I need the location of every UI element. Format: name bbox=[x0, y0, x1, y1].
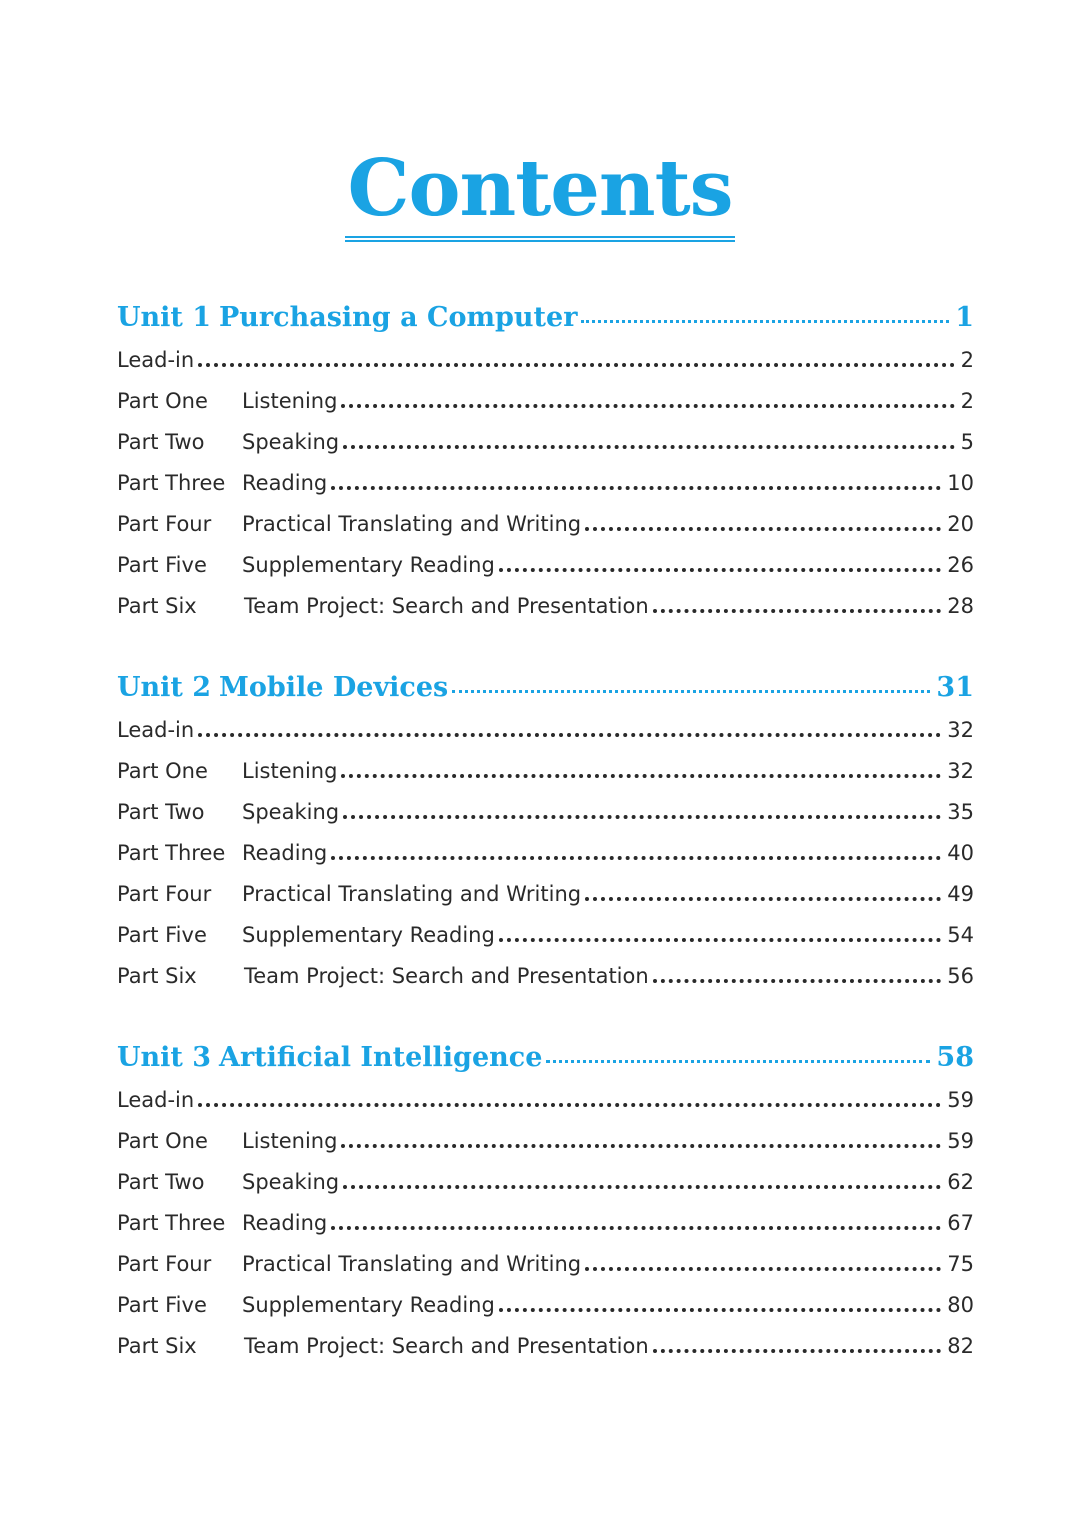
part-label: Part Two bbox=[117, 800, 205, 824]
unit-page-number: 31 bbox=[936, 672, 974, 703]
dot-leader bbox=[198, 1103, 941, 1107]
entry-title: Listening bbox=[242, 1129, 338, 1153]
entry-title: Supplementary Reading bbox=[242, 553, 495, 577]
unit-page-number: 1 bbox=[955, 302, 974, 333]
part-label: Part Six bbox=[117, 1334, 197, 1358]
entry-title: Lead-in bbox=[117, 1088, 195, 1112]
dot-leader bbox=[198, 733, 941, 737]
entry-page-number: 5 bbox=[960, 430, 974, 454]
entry-title: Team Project: Search and Presentation bbox=[244, 594, 649, 618]
entry-title: Practical Translating and Writing bbox=[242, 1252, 582, 1276]
unit-title: Mobile Devices bbox=[219, 672, 449, 703]
dot-leader bbox=[585, 1267, 941, 1271]
dot-leader bbox=[198, 363, 954, 367]
entry-page-number: 67 bbox=[947, 1211, 974, 1235]
dot-leader bbox=[341, 1144, 941, 1148]
toc-entry-part-four[interactable] bbox=[117, 504, 974, 545]
dot-leader bbox=[331, 1226, 941, 1230]
entry-page-number: 10 bbox=[947, 471, 974, 495]
toc-entry-part-four[interactable] bbox=[117, 874, 974, 915]
entry-page-number: 62 bbox=[947, 1170, 974, 1194]
toc-entry-part-two[interactable] bbox=[117, 422, 974, 463]
part-label: Part Two bbox=[117, 1170, 205, 1194]
entry-page-number: 59 bbox=[947, 1088, 974, 1112]
entry-page-number: 2 bbox=[960, 389, 974, 413]
unit-heading-3[interactable] bbox=[117, 1036, 974, 1080]
entry-title: Practical Translating and Writing bbox=[242, 882, 582, 906]
entry-title: Listening bbox=[242, 759, 338, 783]
toc-entry-part-two[interactable] bbox=[117, 792, 974, 833]
entry-page-number: 28 bbox=[947, 594, 974, 618]
dot-leader bbox=[341, 774, 941, 778]
toc-entry-part-one[interactable] bbox=[117, 1121, 974, 1162]
part-label: Part Six bbox=[117, 964, 197, 988]
part-label: Part Six bbox=[117, 594, 197, 618]
dot-leader bbox=[653, 979, 942, 983]
dot-leader bbox=[331, 486, 941, 490]
dot-leader bbox=[499, 1308, 941, 1312]
page-title: Contents bbox=[345, 150, 734, 242]
toc-entry-part-one[interactable] bbox=[117, 381, 974, 422]
unit-page-number: 58 bbox=[936, 1042, 974, 1073]
unit-number: Unit 3 bbox=[117, 1042, 212, 1073]
unit-section-1 bbox=[117, 296, 974, 627]
part-label: Part One bbox=[117, 759, 208, 783]
entry-page-number: 20 bbox=[947, 512, 974, 536]
dot-leader bbox=[585, 527, 941, 531]
entry-page-number: 32 bbox=[947, 718, 974, 742]
entry-title: Practical Translating and Writing bbox=[242, 512, 582, 536]
entry-title: Speaking bbox=[242, 430, 340, 454]
dot-leader bbox=[341, 404, 954, 408]
unit-title: Purchasing a Computer bbox=[219, 302, 578, 333]
dot-leader bbox=[343, 815, 941, 819]
unit-heading-2[interactable] bbox=[117, 666, 974, 710]
unit-title: Artificial Intelligence bbox=[219, 1042, 543, 1073]
entry-title: Team Project: Search and Presentation bbox=[244, 1334, 649, 1358]
dot-leader bbox=[653, 1349, 942, 1353]
entry-page-number: 35 bbox=[947, 800, 974, 824]
entry-page-number: 26 bbox=[947, 553, 974, 577]
toc-entry-lead-in[interactable] bbox=[117, 1080, 974, 1121]
entry-title: Lead-in bbox=[117, 718, 195, 742]
entry-page-number: 49 bbox=[947, 882, 974, 906]
part-label: Part Three bbox=[117, 1211, 226, 1235]
entry-title: Reading bbox=[242, 1211, 328, 1235]
unit-number: Unit 2 bbox=[117, 672, 212, 703]
entry-page-number: 2 bbox=[960, 348, 974, 372]
toc-entry-part-six[interactable] bbox=[117, 586, 974, 627]
dot-leader bbox=[546, 1060, 930, 1063]
toc-entry-part-two[interactable] bbox=[117, 1162, 974, 1203]
toc-entry-part-five[interactable] bbox=[117, 915, 974, 956]
part-label: Part One bbox=[117, 1129, 208, 1153]
heading-wrapper bbox=[0, 143, 1080, 242]
table-of-contents bbox=[117, 296, 974, 1367]
entry-title: Supplementary Reading bbox=[242, 923, 495, 947]
toc-entry-part-three[interactable] bbox=[117, 833, 974, 874]
part-label: Part Two bbox=[117, 430, 205, 454]
unit-section-2 bbox=[117, 666, 974, 997]
part-label: Part Five bbox=[117, 553, 207, 577]
toc-entry-part-three[interactable] bbox=[117, 1203, 974, 1244]
entry-page-number: 59 bbox=[947, 1129, 974, 1153]
entry-title: Supplementary Reading bbox=[242, 1293, 495, 1317]
entry-page-number: 75 bbox=[947, 1252, 974, 1276]
dot-leader bbox=[585, 897, 941, 901]
unit-heading-1[interactable] bbox=[117, 296, 974, 340]
part-label: Part Four bbox=[117, 1252, 212, 1276]
dot-leader bbox=[331, 856, 941, 860]
part-label: Part Four bbox=[117, 512, 212, 536]
part-label: Part One bbox=[117, 389, 208, 413]
dot-leader bbox=[499, 568, 941, 572]
toc-entry-part-one[interactable] bbox=[117, 751, 974, 792]
part-label: Part Four bbox=[117, 882, 212, 906]
entry-page-number: 40 bbox=[947, 841, 974, 865]
toc-entry-part-five[interactable] bbox=[117, 1285, 974, 1326]
entry-page-number: 32 bbox=[947, 759, 974, 783]
part-label: Part Five bbox=[117, 923, 207, 947]
entry-title: Reading bbox=[242, 471, 328, 495]
part-label: Part Three bbox=[117, 471, 226, 495]
dot-leader bbox=[499, 938, 941, 942]
part-label: Part Five bbox=[117, 1293, 207, 1317]
entry-title: Lead-in bbox=[117, 348, 195, 372]
entry-title: Reading bbox=[242, 841, 328, 865]
entry-page-number: 80 bbox=[947, 1293, 974, 1317]
dot-leader bbox=[581, 320, 949, 323]
entry-page-number: 82 bbox=[947, 1334, 974, 1358]
toc-entry-lead-in[interactable] bbox=[117, 710, 974, 751]
toc-entry-part-six[interactable] bbox=[117, 956, 974, 997]
entry-title: Team Project: Search and Presentation bbox=[244, 964, 649, 988]
entry-title: Speaking bbox=[242, 800, 340, 824]
toc-entry-part-four[interactable] bbox=[117, 1244, 974, 1285]
toc-entry-lead-in[interactable] bbox=[117, 340, 974, 381]
unit-section-3 bbox=[117, 1036, 974, 1367]
entry-title: Speaking bbox=[242, 1170, 340, 1194]
part-label: Part Three bbox=[117, 841, 226, 865]
entry-page-number: 54 bbox=[947, 923, 974, 947]
unit-number: Unit 1 bbox=[117, 302, 212, 333]
toc-entry-part-five[interactable] bbox=[117, 545, 974, 586]
toc-entry-part-three[interactable] bbox=[117, 463, 974, 504]
entry-title: Listening bbox=[242, 389, 338, 413]
dot-leader bbox=[343, 445, 955, 449]
toc-entry-part-six[interactable] bbox=[117, 1326, 974, 1367]
entry-page-number: 56 bbox=[947, 964, 974, 988]
dot-leader bbox=[343, 1185, 941, 1189]
dot-leader bbox=[452, 690, 930, 693]
dot-leader bbox=[653, 609, 942, 613]
